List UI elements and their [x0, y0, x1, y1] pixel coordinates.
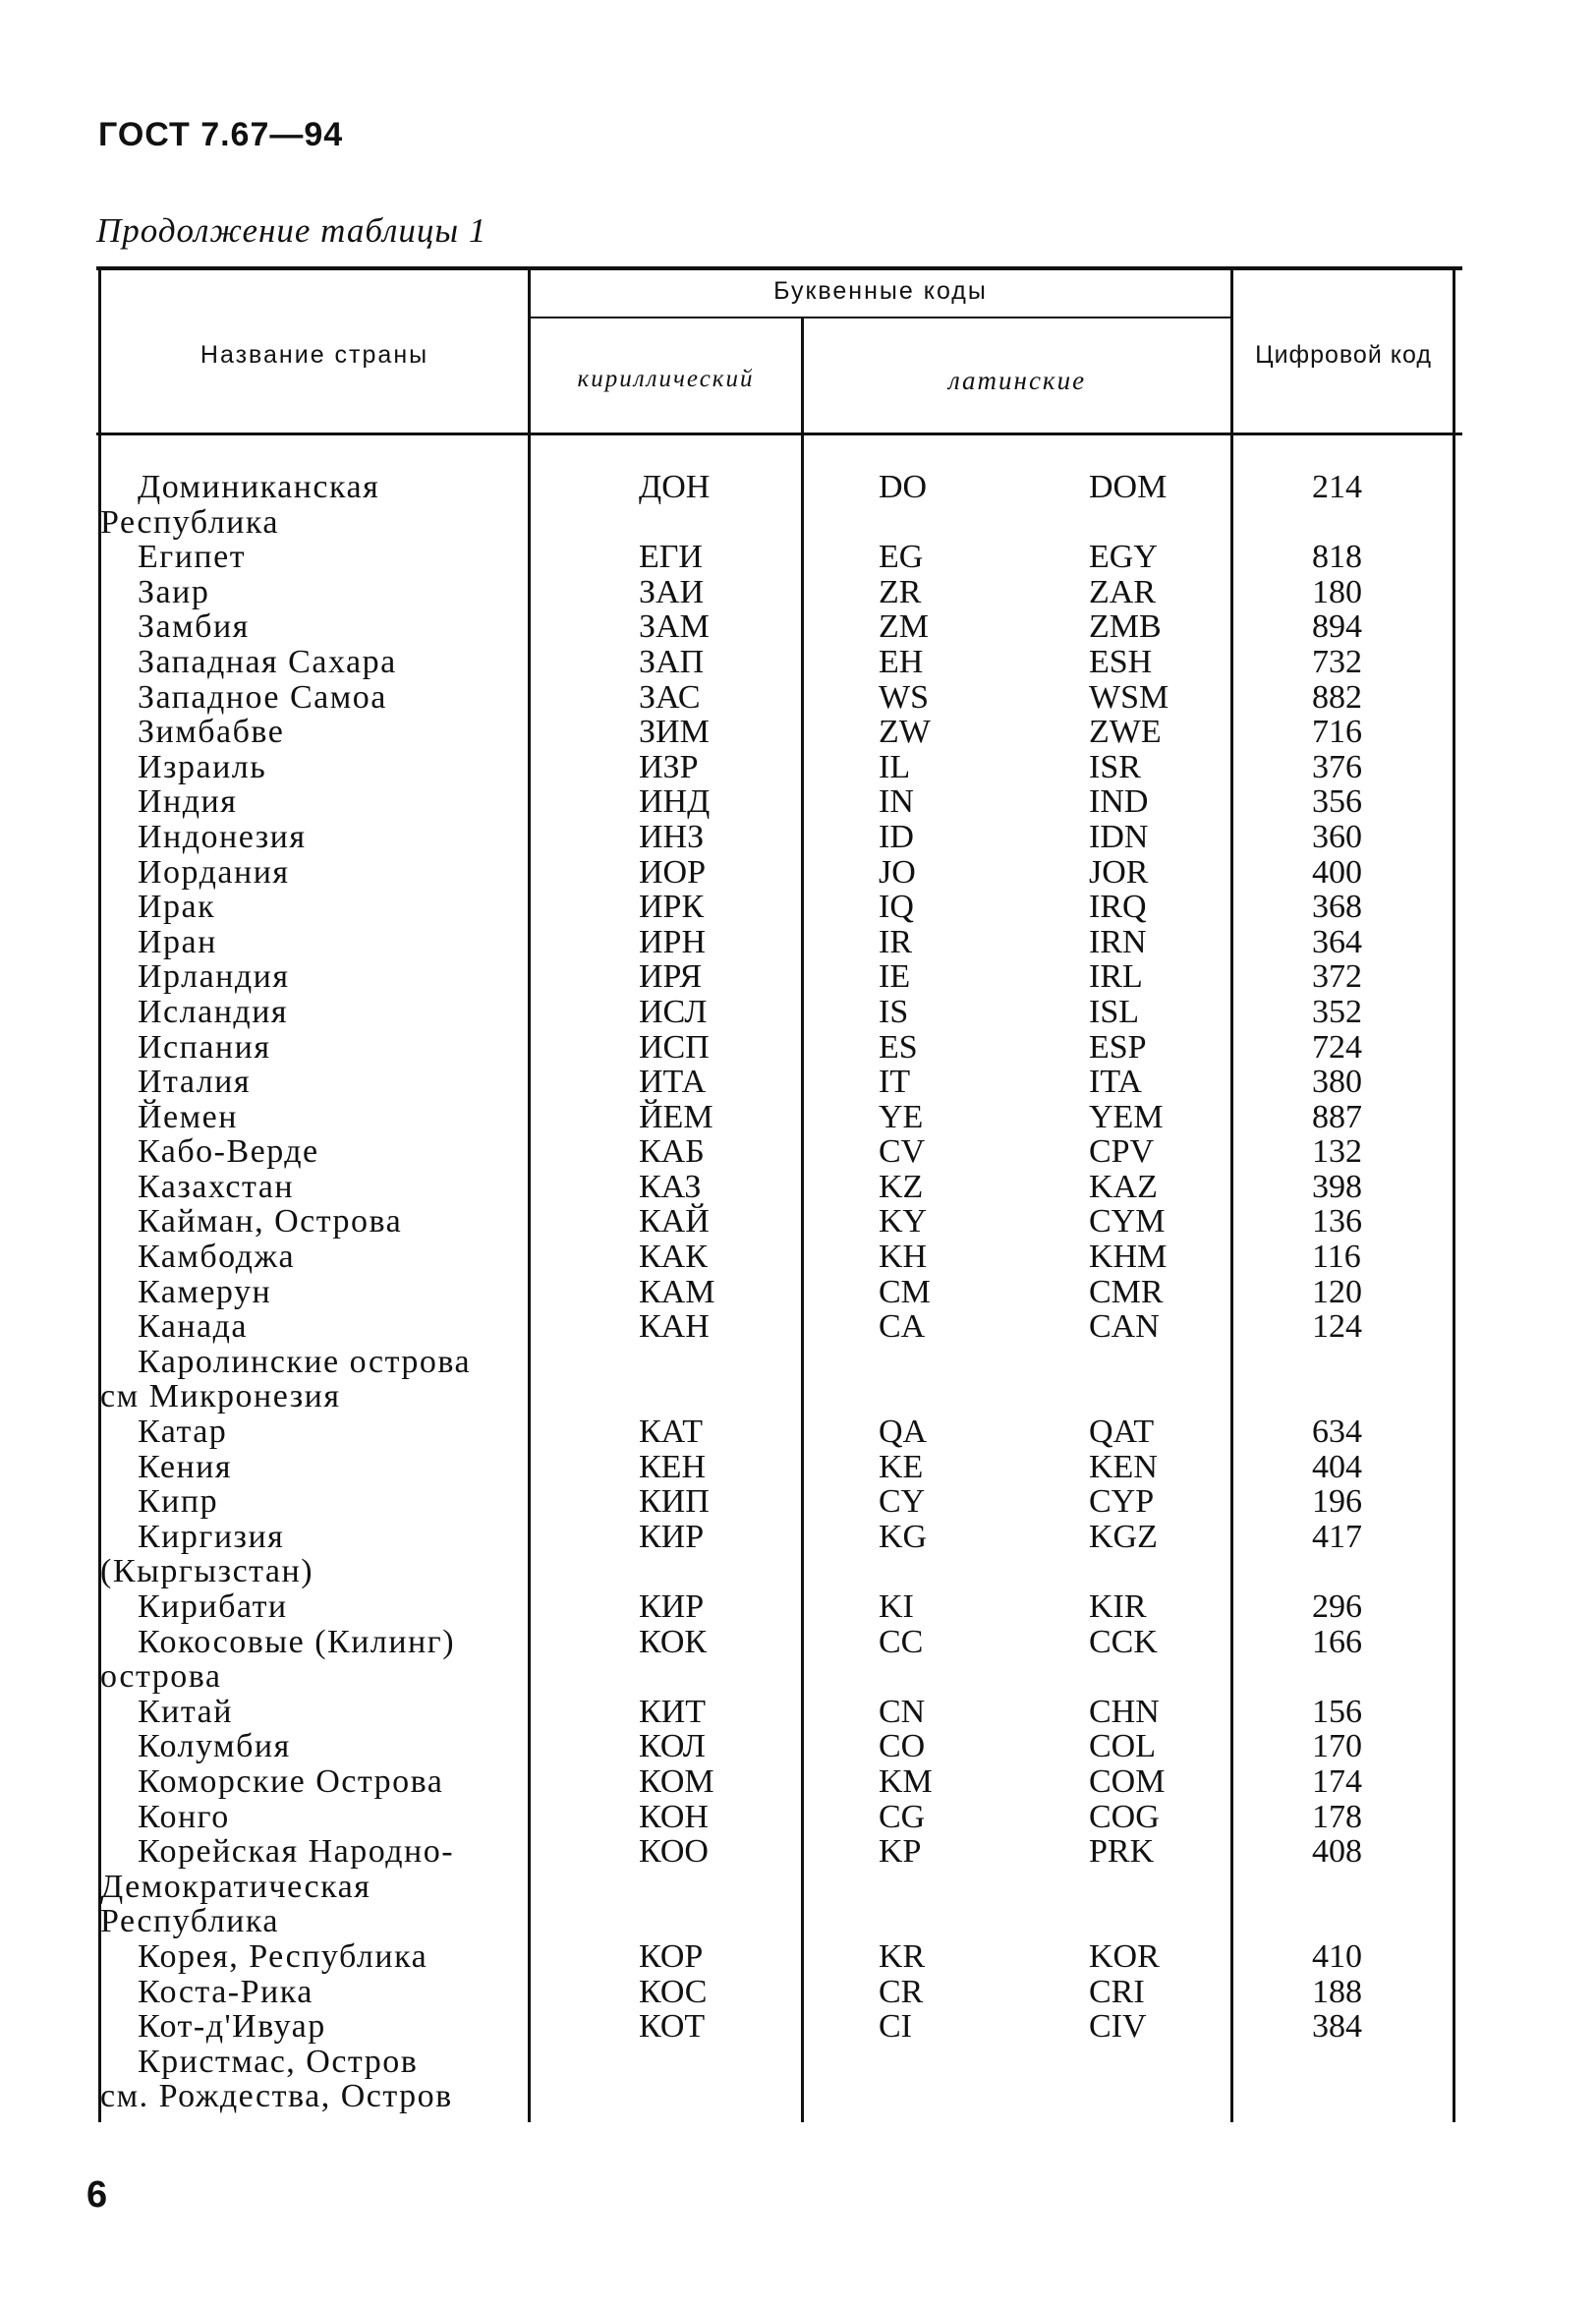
latin-alpha3-cell: PRK — [1089, 1833, 1155, 1871]
table-row — [0, 1030, 1596, 1066]
cyrillic-code-cell: КИР — [639, 1518, 705, 1555]
cyrillic-code-cell: КОК — [639, 1623, 708, 1660]
digital-code-cell: 166 — [1312, 1623, 1362, 1660]
table-row — [0, 1309, 1596, 1345]
country-name-cell: Китай — [138, 1693, 233, 1730]
table-row — [0, 575, 1596, 610]
country-name-cell: Демократическая — [100, 1868, 371, 1905]
latin-alpha3-cell: ZAR — [1089, 573, 1156, 610]
digital-code-cell: 716 — [1312, 714, 1362, 751]
latin-alpha3-cell: ISR — [1089, 748, 1141, 785]
digital-code-cell: 368 — [1312, 889, 1362, 926]
cyrillic-code-cell: КИП — [639, 1483, 710, 1521]
cyrillic-code-cell: КИР — [639, 1588, 705, 1625]
table-row — [0, 680, 1596, 716]
cyrillic-code-cell: КОН — [639, 1798, 709, 1835]
cyrillic-code-cell: КАМ — [639, 1273, 715, 1310]
cyrillic-code-cell: ИРН — [639, 923, 707, 960]
digital-code-cell: 398 — [1312, 1168, 1362, 1205]
cyrillic-code-cell: ЙЕМ — [639, 1098, 713, 1135]
latin-alpha3-cell: CMR — [1089, 1273, 1164, 1310]
latin-alpha2-cell: DO — [879, 469, 928, 505]
latin-alpha3-cell: ISL — [1089, 993, 1139, 1030]
digital-code-cell: 894 — [1312, 608, 1362, 646]
digital-code-cell: 417 — [1312, 1518, 1362, 1555]
country-name-cell: Кипр — [138, 1483, 219, 1521]
page-number: 6 — [86, 2174, 108, 2216]
country-name-cell: Западное Самоа — [138, 678, 387, 716]
table-row — [0, 1484, 1596, 1520]
country-name-cell: Исландия — [138, 993, 289, 1030]
table-row — [0, 1904, 1596, 1939]
latin-alpha3-cell: COL — [1089, 1728, 1156, 1765]
cyrillic-code-cell: ИРК — [639, 889, 705, 926]
country-name-cell: острова — [100, 1658, 222, 1696]
latin-alpha3-cell: IRN — [1089, 923, 1147, 960]
latin-alpha3-cell: CYM — [1089, 1203, 1166, 1241]
country-name-cell: Канада — [138, 1308, 248, 1346]
latin-alpha3-cell: DOM — [1089, 469, 1168, 505]
digital-code-cell: 887 — [1312, 1098, 1362, 1135]
latin-alpha3-cell: ESP — [1089, 1028, 1147, 1066]
latin-alpha3-cell: CIV — [1089, 2008, 1147, 2046]
latin-alpha2-cell: CO — [879, 1728, 926, 1765]
latin-alpha3-cell: KIR — [1089, 1588, 1147, 1625]
latin-alpha2-cell: CY — [879, 1483, 926, 1521]
cyrillic-code-cell: КЕН — [639, 1448, 706, 1485]
latin-alpha2-cell: CC — [879, 1623, 924, 1660]
country-name-cell: Корея, Республика — [138, 1937, 428, 1975]
latin-alpha2-cell: JO — [879, 853, 916, 891]
cyrillic-code-cell: ЗАП — [639, 643, 705, 680]
table-row — [0, 1240, 1596, 1275]
digital-code-cell: 360 — [1312, 818, 1362, 855]
table-row — [0, 1695, 1596, 1730]
table-row — [0, 1554, 1596, 1589]
table-row — [0, 1450, 1596, 1485]
latin-alpha2-cell: KE — [879, 1448, 924, 1485]
country-name-cell: Кабо-Верде — [138, 1133, 319, 1171]
table-row — [0, 1100, 1596, 1135]
latin-alpha2-cell: KM — [879, 1762, 933, 1800]
digital-code-cell: 170 — [1312, 1728, 1362, 1765]
digital-code-cell: 376 — [1312, 748, 1362, 785]
cyrillic-code-cell: КАЗ — [639, 1168, 702, 1205]
country-name-cell: Кокосовые (Килинг) — [138, 1623, 456, 1660]
latin-alpha3-cell: CPV — [1089, 1133, 1155, 1171]
latin-alpha2-cell: IR — [879, 923, 912, 960]
table-row — [0, 1520, 1596, 1555]
cyrillic-code-cell: ИЗР — [639, 748, 699, 785]
digital-code-cell: 724 — [1312, 1028, 1362, 1066]
country-name-cell: см. Рождества, Остров — [100, 2078, 453, 2115]
country-name-cell: Казахстан — [138, 1168, 295, 1205]
country-name-cell: Камбоджа — [138, 1239, 296, 1276]
latin-alpha3-cell: KHM — [1089, 1239, 1168, 1276]
latin-alpha2-cell: KH — [879, 1239, 928, 1276]
digital-code-cell: 188 — [1312, 1973, 1362, 2010]
digital-code-cell: 178 — [1312, 1798, 1362, 1835]
table-row — [0, 890, 1596, 925]
latin-alpha2-cell: CM — [879, 1273, 931, 1310]
country-name-cell: Кайман, Острова — [138, 1203, 403, 1241]
table-row — [0, 540, 1596, 575]
country-name-cell: Катар — [138, 1414, 228, 1451]
table-row — [0, 1764, 1596, 1800]
country-name-cell: (Кыргызстан) — [100, 1553, 314, 1590]
country-name-cell: Конго — [138, 1798, 230, 1835]
latin-alpha2-cell: KZ — [879, 1168, 924, 1205]
table-row — [0, 1625, 1596, 1660]
latin-alpha2-cell: YE — [879, 1098, 924, 1135]
latin-alpha2-cell: KP — [879, 1833, 922, 1871]
digital-code-cell: 296 — [1312, 1588, 1362, 1625]
table-row — [0, 715, 1596, 750]
header-letter-codes: Буквенные коды — [773, 277, 988, 305]
header-country-name: Название страны — [200, 341, 429, 369]
latin-alpha3-cell: JOR — [1089, 853, 1149, 891]
country-name-cell: Коста-Рика — [138, 1973, 314, 2010]
cyrillic-code-cell: КАЙ — [639, 1203, 710, 1241]
latin-alpha2-cell: ZR — [879, 573, 922, 610]
latin-alpha2-cell: CG — [879, 1798, 926, 1835]
digital-code-cell: 400 — [1312, 853, 1362, 891]
digital-code-cell: 156 — [1312, 1693, 1362, 1730]
latin-alpha3-cell: CYP — [1089, 1483, 1155, 1521]
table-row — [0, 1275, 1596, 1310]
table-row — [0, 1345, 1596, 1380]
digital-code-cell: 180 — [1312, 573, 1362, 610]
cyrillic-code-cell: ИСП — [639, 1028, 710, 1066]
country-name-cell: Египет — [138, 539, 247, 576]
country-name-cell: Корейская Народно- — [138, 1833, 455, 1871]
latin-alpha3-cell: EGY — [1089, 539, 1158, 576]
table-row — [0, 750, 1596, 785]
country-name-cell: Испания — [138, 1028, 271, 1066]
digital-code-cell: 818 — [1312, 539, 1362, 576]
cyrillic-code-cell: ИТА — [639, 1064, 707, 1101]
table-row — [0, 1729, 1596, 1764]
country-name-cell: Замбия — [138, 608, 250, 646]
digital-code-cell: 356 — [1312, 783, 1362, 821]
digital-code-cell: 214 — [1312, 469, 1362, 505]
country-name-cell: Индия — [138, 783, 238, 821]
digital-code-cell: 882 — [1312, 678, 1362, 716]
latin-alpha2-cell: IL — [879, 748, 911, 785]
cyrillic-code-cell: КАБ — [639, 1133, 705, 1171]
digital-code-cell: 364 — [1312, 923, 1362, 960]
country-name-cell: Ирландия — [138, 958, 290, 996]
cyrillic-code-cell: ИНЗ — [639, 818, 705, 855]
table-row — [0, 1065, 1596, 1100]
country-name-cell: Кирибати — [138, 1588, 288, 1625]
table-row — [0, 820, 1596, 855]
table-row — [0, 645, 1596, 680]
table-top-rule — [96, 266, 1462, 270]
table-row — [0, 1414, 1596, 1450]
header-digital-code: Цифровой код — [1255, 341, 1432, 369]
latin-alpha2-cell: IE — [879, 958, 911, 996]
country-name-cell: Киргизия — [138, 1518, 285, 1555]
latin-alpha2-cell: ZM — [879, 608, 929, 646]
digital-code-cell: 352 — [1312, 993, 1362, 1030]
table-row — [0, 1975, 1596, 2010]
header-bottom-rule — [96, 433, 1462, 435]
cyrillic-code-cell: ДОН — [639, 469, 711, 505]
latin-alpha2-cell: WS — [879, 678, 929, 716]
cyrillic-code-cell: ИНД — [639, 783, 711, 821]
cyrillic-code-cell: КОЛ — [639, 1728, 706, 1765]
digital-code-cell: 372 — [1312, 958, 1362, 996]
latin-alpha2-cell: KY — [879, 1203, 928, 1241]
document-code: ГОСТ 7.67—94 — [98, 116, 344, 153]
latin-alpha2-cell: QA — [879, 1414, 928, 1451]
latin-alpha2-cell: KG — [879, 1518, 928, 1555]
latin-alpha3-cell: KGZ — [1089, 1518, 1158, 1555]
latin-alpha3-cell: COM — [1089, 1762, 1166, 1800]
table-row — [0, 2045, 1596, 2080]
latin-alpha2-cell: CI — [879, 2008, 912, 2046]
cyrillic-code-cell: ЗИМ — [639, 714, 710, 751]
latin-alpha2-cell: CV — [879, 1133, 926, 1171]
country-name-cell: Колумбия — [138, 1728, 291, 1765]
digital-code-cell: 136 — [1312, 1203, 1362, 1241]
digital-code-cell: 410 — [1312, 1937, 1362, 1975]
latin-alpha3-cell: ITA — [1089, 1064, 1142, 1101]
digital-code-cell: 408 — [1312, 1833, 1362, 1871]
table-row — [0, 470, 1596, 505]
cyrillic-code-cell: КОР — [639, 1937, 704, 1975]
latin-alpha3-cell: KAZ — [1089, 1168, 1158, 1205]
latin-alpha3-cell: CRI — [1089, 1973, 1145, 2010]
letter-codes-underline — [529, 317, 1230, 318]
digital-code-cell: 132 — [1312, 1133, 1362, 1171]
latin-alpha2-cell: KI — [879, 1588, 914, 1625]
cyrillic-code-cell: ЗАС — [639, 678, 701, 716]
country-name-cell: Йемен — [138, 1098, 238, 1135]
digital-code-cell: 634 — [1312, 1414, 1362, 1451]
latin-alpha3-cell: ZWE — [1089, 714, 1162, 751]
latin-alpha3-cell: KOR — [1089, 1937, 1160, 1975]
digital-code-cell: 732 — [1312, 643, 1362, 680]
latin-alpha2-cell: EG — [879, 539, 924, 576]
table-row — [0, 995, 1596, 1030]
latin-alpha3-cell: ESH — [1089, 643, 1153, 680]
header-latin: латинские — [947, 366, 1087, 395]
latin-alpha2-cell: EH — [879, 643, 924, 680]
latin-alpha3-cell: WSM — [1089, 678, 1169, 716]
table-row — [0, 784, 1596, 820]
country-name-cell: Каролинские острова — [138, 1343, 472, 1380]
table-row — [0, 1134, 1596, 1170]
digital-code-cell: 124 — [1312, 1308, 1362, 1346]
country-name-cell: Ирак — [138, 889, 216, 926]
latin-alpha3-cell: ZMB — [1089, 608, 1162, 646]
cyrillic-code-cell: КИТ — [639, 1693, 706, 1730]
latin-alpha3-cell: YEM — [1089, 1098, 1164, 1135]
latin-alpha2-cell: KR — [879, 1937, 926, 1975]
table-row — [0, 1800, 1596, 1835]
table-row — [0, 1379, 1596, 1414]
table-row — [0, 1659, 1596, 1695]
latin-alpha3-cell: QAT — [1089, 1414, 1155, 1451]
cyrillic-code-cell: КОС — [639, 1973, 708, 2010]
latin-alpha3-cell: CHN — [1089, 1693, 1160, 1730]
latin-alpha3-cell: IDN — [1089, 818, 1149, 855]
country-name-cell: Западная Сахара — [138, 643, 397, 680]
latin-alpha2-cell: CN — [879, 1693, 926, 1730]
latin-alpha3-cell: COG — [1089, 1798, 1160, 1835]
digital-code-cell: 384 — [1312, 2008, 1362, 2046]
latin-alpha2-cell: CR — [879, 1973, 924, 2010]
country-name-cell: Республика — [100, 1903, 279, 1940]
latin-alpha2-cell: IS — [879, 993, 909, 1030]
latin-alpha2-cell: ID — [879, 818, 914, 855]
digital-code-cell: 174 — [1312, 1762, 1362, 1800]
country-name-cell: см Микронезия — [100, 1378, 341, 1415]
country-name-cell: Иордания — [138, 853, 290, 891]
digital-code-cell: 196 — [1312, 1483, 1362, 1521]
latin-alpha2-cell: IT — [879, 1064, 911, 1101]
latin-alpha2-cell: IQ — [879, 889, 914, 926]
table-body — [0, 470, 1596, 2114]
country-name-cell: Республика — [100, 503, 279, 541]
latin-alpha3-cell: IND — [1089, 783, 1149, 821]
latin-alpha3-cell: KEN — [1089, 1448, 1158, 1485]
country-name-cell: Доминиканская — [138, 469, 380, 505]
country-name-cell: Италия — [138, 1064, 252, 1101]
country-name-cell: Кристмас, Остров — [138, 2043, 419, 2080]
table-row — [0, 505, 1596, 541]
cyrillic-code-cell: ЕГИ — [639, 539, 703, 576]
cyrillic-code-cell: ЗАИ — [639, 573, 705, 610]
table-row — [0, 1589, 1596, 1625]
country-name-cell: Камерун — [138, 1273, 272, 1310]
country-name-cell: Индонезия — [138, 818, 307, 855]
latin-alpha3-cell: IRL — [1089, 958, 1143, 996]
table-row — [0, 959, 1596, 995]
latin-alpha2-cell: IN — [879, 783, 914, 821]
cyrillic-code-cell: ИСЛ — [639, 993, 708, 1030]
latin-alpha2-cell: CA — [879, 1308, 926, 1346]
table-row — [0, 2079, 1596, 2114]
table-row — [0, 1834, 1596, 1870]
table-row — [0, 1870, 1596, 1905]
cyrillic-code-cell: КОМ — [639, 1762, 714, 1800]
header-cyrillic: кириллический — [577, 366, 755, 392]
latin-alpha2-cell: ES — [879, 1028, 918, 1066]
digital-code-cell: 120 — [1312, 1273, 1362, 1310]
cyrillic-code-cell: ИОР — [639, 853, 707, 891]
country-name-cell: Кения — [138, 1448, 233, 1485]
table-row — [0, 925, 1596, 960]
cyrillic-code-cell: КОО — [639, 1833, 709, 1871]
country-name-cell: Зимбабве — [138, 714, 285, 751]
digital-code-cell: 116 — [1312, 1239, 1361, 1276]
cyrillic-code-cell: КАК — [639, 1239, 708, 1276]
country-name-cell: Заир — [138, 573, 210, 610]
country-name-cell: Иран — [138, 923, 217, 960]
cyrillic-code-cell: ЗАМ — [639, 608, 710, 646]
latin-alpha2-cell: ZW — [879, 714, 931, 751]
digital-code-cell: 380 — [1312, 1064, 1362, 1101]
latin-alpha3-cell: CAN — [1089, 1308, 1160, 1346]
cyrillic-code-cell: КОТ — [639, 2008, 706, 2046]
country-name-cell: Кот-д'Ивуар — [138, 2008, 326, 2046]
cyrillic-code-cell: КАН — [639, 1308, 710, 1346]
table-row — [0, 855, 1596, 891]
latin-alpha3-cell: IRQ — [1089, 889, 1147, 926]
table-continuation-caption: Продолжение таблицы 1 — [96, 211, 487, 250]
table-row — [0, 2009, 1596, 2045]
table-row — [0, 1170, 1596, 1205]
latin-alpha3-cell: CCK — [1089, 1623, 1158, 1660]
table-row — [0, 1939, 1596, 1975]
cyrillic-code-cell: ИРЯ — [639, 958, 702, 996]
country-name-cell: Израиль — [138, 748, 267, 785]
digital-code-cell: 404 — [1312, 1448, 1362, 1485]
table-row — [0, 1204, 1596, 1240]
country-name-cell: Коморские Острова — [138, 1762, 444, 1800]
table-row — [0, 609, 1596, 645]
cyrillic-code-cell: КАТ — [639, 1414, 704, 1451]
